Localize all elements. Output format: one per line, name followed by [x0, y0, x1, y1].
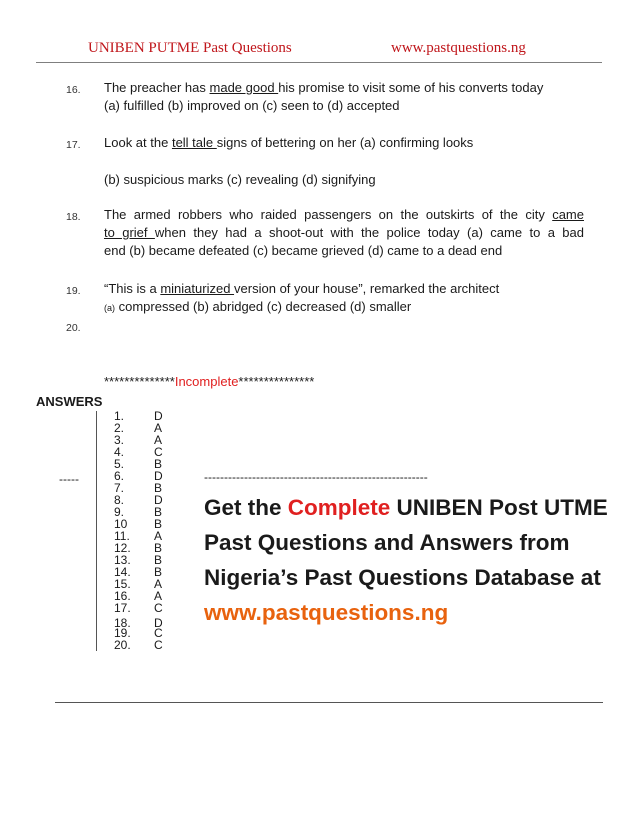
question-16-line-1: The preacher has made good his promise to visit some of his converts today	[104, 80, 544, 95]
question-number: 20.	[66, 322, 81, 334]
question-number: 16.	[66, 84, 81, 96]
footer-divider	[55, 702, 603, 703]
header-url[interactable]: www.pastquestions.ng	[391, 40, 526, 56]
question-19-options: (a) compressed (b) abridged (c) decreased (d) smaller	[104, 299, 412, 314]
question-19-line-1: “This is a miniaturized version of your house”, remarked the architect	[104, 281, 500, 296]
header-title: UNIBEN PUTME Past Questions	[88, 40, 292, 56]
answers-divider	[96, 411, 97, 651]
promo-dashes: --------------------------------------------------------	[204, 470, 428, 484]
answers-heading: ANSWERS	[36, 394, 103, 409]
question-18-line-2: to grief when they had a shoot-out with the police today (a) came to a bad	[104, 225, 584, 240]
promo-url-link[interactable]: www.pastquestions.ng	[204, 600, 449, 625]
question-number: 19.	[66, 285, 81, 297]
question-17-line-1: Look at the tell tale signs of bettering on her (a) confirming looks	[104, 135, 474, 150]
incomplete-banner: **************Incomplete***************	[104, 374, 315, 389]
question-17-options: (b) suspicious marks (c) revealing (d) signifying	[104, 172, 376, 187]
question-number: 18.	[66, 211, 81, 223]
question-18-line-3: end (b) became defeated (c) became grieved (d) came to a dead end	[104, 243, 503, 258]
header-divider	[36, 62, 602, 63]
promo-text: Get the Complete UNIBEN Post UTME Past Questions and Answers from Nigeria’s Past Questions Database at www.pastquestions.ng	[204, 495, 608, 625]
question-18-line-1: The armed robbers who raided passengers on the outskirts of the city came	[104, 207, 584, 222]
question-16-options: (a) fulfilled (b) improved on (c) seen to (d) accepted	[104, 98, 400, 113]
answers-left-dashes: -----	[59, 472, 79, 486]
question-number: 17.	[66, 139, 81, 151]
